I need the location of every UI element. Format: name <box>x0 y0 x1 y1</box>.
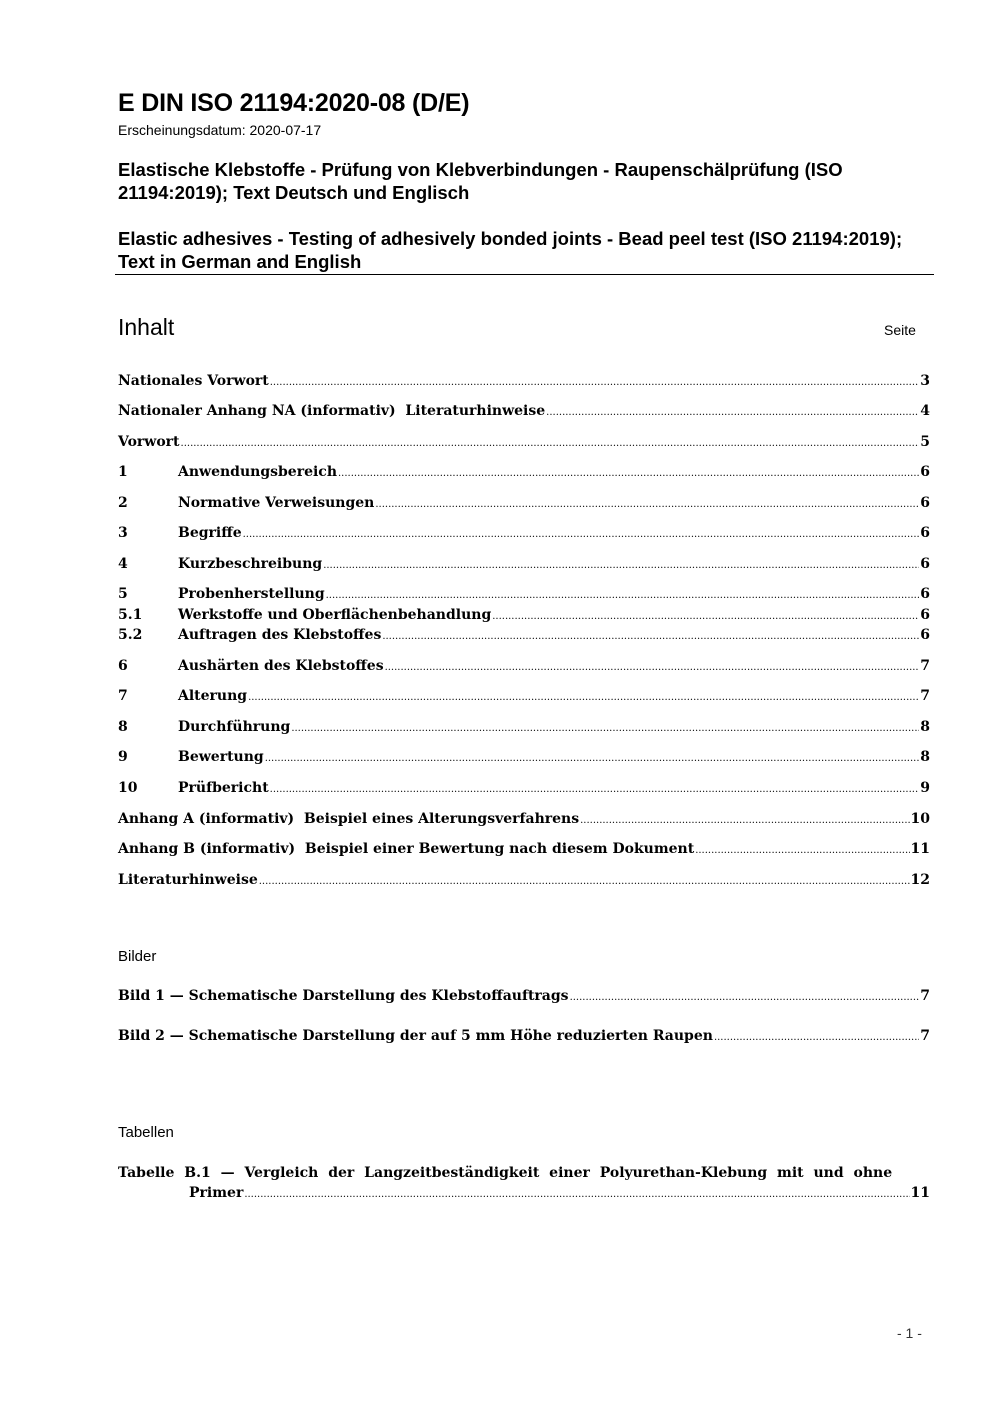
page-column-label: Seite <box>884 322 916 338</box>
figure-entry-title: Bild 1 — Schematische Darstellung des Klebstoffauftrags <box>118 988 569 1004</box>
toc-entry-number: 7 <box>118 688 128 704</box>
figure-entry[interactable] <box>118 1027 930 1047</box>
toc-leader <box>243 524 920 544</box>
toc-leader <box>492 606 919 626</box>
toc-entry-title: Aushärten des Klebstoffes <box>178 658 384 674</box>
table-entry-line2[interactable] <box>118 1184 930 1204</box>
toc-entry-page: 8 <box>920 719 930 735</box>
toc-leader <box>714 1027 919 1047</box>
toc-entry-title: Bewertung <box>178 749 264 765</box>
toc-entry-title: Normative Verweisungen <box>178 495 375 511</box>
table-entry-line1[interactable] <box>118 1164 930 1182</box>
toc-entry-number: 5.1 <box>118 607 143 623</box>
toc-leader <box>385 657 920 677</box>
toc-entry-title: Alterung <box>178 688 248 704</box>
toc-leader <box>580 810 909 830</box>
toc-entry-title: Werkstoffe und Oberflächenbehandlung <box>178 607 492 623</box>
toc-entry[interactable] <box>118 555 930 575</box>
toc-entry[interactable] <box>118 657 930 677</box>
toc-entry[interactable] <box>118 871 930 891</box>
toc-entry-number: 6 <box>118 658 128 674</box>
title-german: Elastische Klebstoffe - Prüfung von Klebverbindungen - Raupenschälprüfung (ISO 21194:2019); Text Deutsch und Englisch <box>118 159 843 203</box>
toc-entry-page: 10 <box>910 811 930 827</box>
toc-entry-page: 7 <box>920 658 930 674</box>
toc-leader <box>181 433 920 453</box>
toc-entry-number: 8 <box>118 719 128 735</box>
title-english: Elastic adhesives - Testing of adhesively bonded joints - Bead peel test (ISO 21194:2019); Text in German and English <box>118 228 903 272</box>
publication-date: Erscheinungsdatum: 2020-07-17 <box>118 122 322 138</box>
toc-leader <box>338 463 919 483</box>
toc-entry-page: 11 <box>910 841 930 857</box>
figures-label: Bilder <box>118 948 157 965</box>
toc-entry-number: 2 <box>118 495 128 511</box>
toc-entry[interactable] <box>118 524 930 544</box>
toc-entry-page: 6 <box>920 525 930 541</box>
table-entry-page: 11 <box>910 1185 930 1201</box>
toc-leader <box>291 718 919 738</box>
toc-entry[interactable] <box>118 810 930 830</box>
toc-leader <box>244 1184 909 1204</box>
toc-leader <box>326 585 920 605</box>
toc-leader <box>570 987 920 1007</box>
toc-entry[interactable] <box>118 402 930 422</box>
figure-entry[interactable] <box>118 987 930 1007</box>
toc-entry-title: Probenherstellung <box>178 586 325 602</box>
toc-entry-page: 4 <box>920 403 930 419</box>
table-entry-title-continued: Primer <box>189 1185 244 1201</box>
toc-entry-number: 10 <box>118 780 138 796</box>
toc-entry-title: Anwendungsbereich <box>178 464 337 480</box>
toc-entry-title: Anhang A (informativ) Beispiel eines Alterungsverfahrens <box>118 811 580 827</box>
figure-entry-page: 7 <box>920 988 930 1004</box>
toc-entry[interactable] <box>118 626 930 646</box>
figure-entry-title: Bild 2 — Schematische Darstellung der auf 5 mm Höhe reduzierten Raupen <box>118 1028 713 1044</box>
toc-entry-page: 3 <box>920 373 930 389</box>
toc-entry-page: 6 <box>920 495 930 511</box>
toc-entry-page: 6 <box>920 586 930 602</box>
toc-entry-number: 1 <box>118 464 128 480</box>
toc-entry-title: Vorwort <box>118 434 180 450</box>
toc-leader <box>546 402 919 422</box>
toc-entry[interactable] <box>118 748 930 768</box>
page-number: - 1 - <box>897 1325 922 1341</box>
toc-entry[interactable] <box>118 433 930 453</box>
toc-entry-title: Begriffe <box>178 525 242 541</box>
toc-entry-title: Prüfbericht <box>178 780 269 796</box>
toc-entry-title: Auftragen des Klebstoffes <box>178 627 382 643</box>
toc-leader <box>259 871 910 891</box>
toc-entry-number: 3 <box>118 525 128 541</box>
toc-entry-title: Nationaler Anhang NA (informativ) Literaturhinweise <box>118 403 546 419</box>
toc-entry-number: 4 <box>118 556 128 572</box>
toc-entry-title: Literaturhinweise <box>118 872 258 888</box>
toc-entry-title: Kurzbeschreibung <box>178 556 323 572</box>
toc-leader <box>695 840 909 860</box>
toc-entry-number: 5.2 <box>118 627 143 643</box>
header-divider <box>115 274 934 275</box>
toc-leader <box>323 555 919 575</box>
toc-entry-title: Durchführung <box>178 719 291 735</box>
toc-leader <box>382 626 919 646</box>
toc-leader <box>265 748 920 768</box>
toc-leader <box>375 494 919 514</box>
toc-entry-page: 5 <box>920 434 930 450</box>
toc-entry-number: 5 <box>118 586 128 602</box>
toc-leader <box>270 372 920 392</box>
toc-entry-title: Nationales Vorwort <box>118 373 269 389</box>
toc-entry-page: 6 <box>920 556 930 572</box>
toc-entry-page: 6 <box>920 627 930 643</box>
toc-entry-page: 6 <box>920 607 930 623</box>
toc-entry-title: Anhang B (informativ) Beispiel einer Bewertung nach diesem Dokument <box>118 841 695 857</box>
toc-entry-number: 9 <box>118 749 128 765</box>
toc-entry-page: 12 <box>910 872 930 888</box>
toc-leader <box>248 687 919 707</box>
document-id: E DIN ISO 21194:2020-08 (D/E) <box>118 89 470 117</box>
table-entry-title: Tabelle B.1 — Vergleich der Langzeitbeständigkeit einer Polyurethan-Klebung mit und ohne <box>118 1165 893 1181</box>
toc-leader <box>270 779 920 799</box>
toc-entry[interactable] <box>118 718 930 738</box>
toc-entry-page: 9 <box>920 780 930 796</box>
figure-entry-page: 7 <box>920 1028 930 1044</box>
toc-entry[interactable] <box>118 606 930 626</box>
toc-heading: Inhalt <box>118 314 175 340</box>
toc-entry[interactable] <box>118 585 930 605</box>
toc-entry[interactable] <box>118 779 930 799</box>
toc-entry-page: 7 <box>920 688 930 704</box>
toc-entry[interactable] <box>118 687 930 707</box>
toc-entry[interactable] <box>118 840 930 860</box>
toc-entry-page: 8 <box>920 749 930 765</box>
toc-entry-page: 6 <box>920 464 930 480</box>
toc-entry[interactable] <box>118 463 930 483</box>
toc-entry[interactable] <box>118 372 930 392</box>
tables-label: Tabellen <box>118 1124 174 1141</box>
toc-entry[interactable] <box>118 494 930 514</box>
